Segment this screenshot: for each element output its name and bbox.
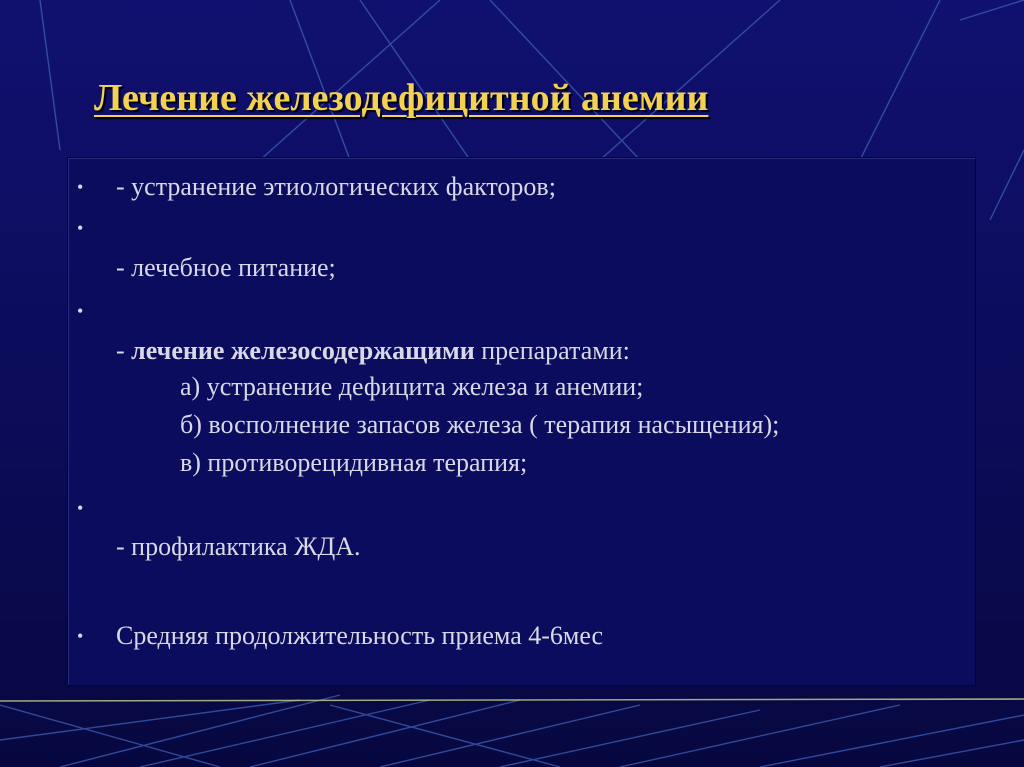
subitem-a: а) устранение дефицита железа и анемии; (180, 372, 644, 401)
bullet-marker: • (77, 498, 84, 518)
item-iron-therapy-bold: лечение железосодержащими (131, 336, 475, 365)
subitem-c: в) противорецидивная терапия; (180, 448, 528, 477)
item-nutrition: - лечебное питание; (116, 253, 336, 282)
item-duration: Средняя продолжительность приема 4-6мес (116, 621, 604, 650)
item-etiology: - устранение этиологических факторов; (116, 172, 556, 201)
bullet-marker: • (77, 218, 84, 238)
item-iron-therapy-rest: препаратами: (474, 336, 630, 365)
bullet-marker: • (77, 177, 84, 197)
item-prophylaxis: - профилактика ЖДА. (116, 532, 361, 561)
subitem-b: б) восполнение запасов железа ( терапия насыщения); (180, 410, 780, 439)
bullet-marker: • (77, 626, 84, 646)
item-iron-therapy-prefix: - (116, 336, 132, 365)
item-iron-therapy (116, 336, 630, 366)
slide-title: Лечение железодефицитной анемии (94, 77, 709, 119)
bullet-marker: • (77, 301, 84, 321)
